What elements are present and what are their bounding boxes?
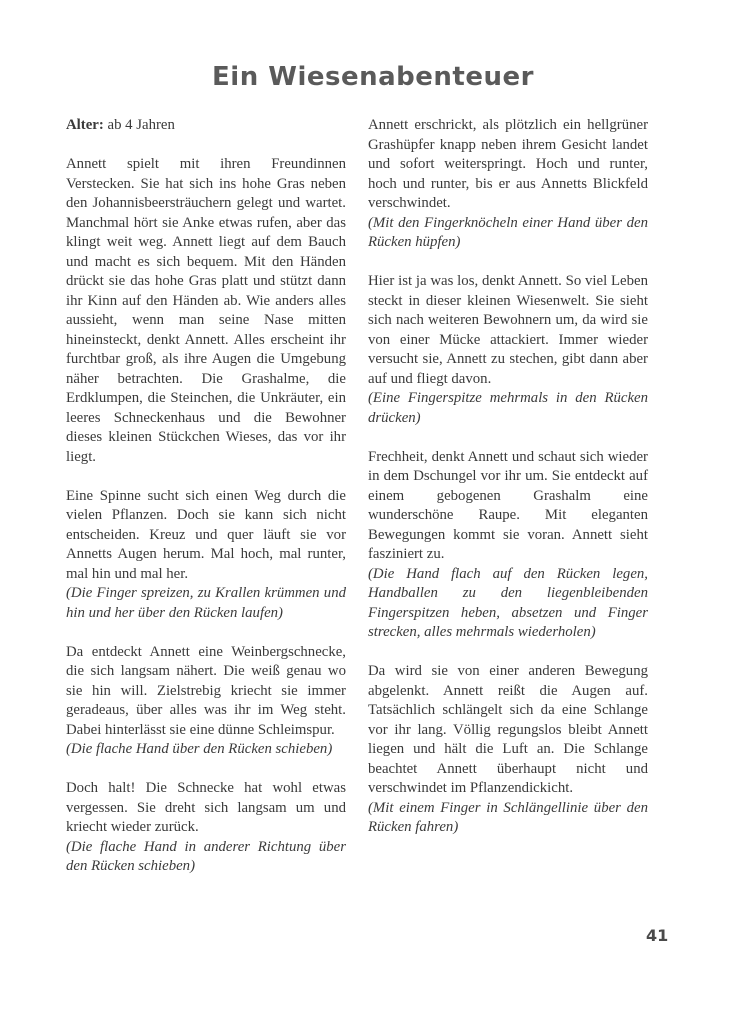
massage-instruction: (Mit den Fingerknöcheln einer Hand über den Rücken hüpfen): [368, 214, 648, 250]
age-line: [66, 116, 346, 136]
story-paragraph: Annett spielt mit ihren Freundinnen Verstecken. Sie hat sich ins hohe Gras neben den Johannisbeersträuchern gelegt und wartet. Manchmal hört sie Anke etwas rufen, aber das klingt weit weg. Annett liegt auf dem Bauch und macht es sich bequem. Mit den Händen drückt sie das hohe Gras platt und stützt dann ihr Kinn auf den Händen ab. Wie anders alles aussieht, wenn man seine Nase mitten hineinsteckt, denkt Annett. Alles erscheint ihr furchtbar groß, als ihre Augen die Umgebung näher betrachten. Die Grashalme, die Erdklumpen, die Steinchen, die Unkräuter, ein leeres Schneckenhaus und die Bewohner dieses kleinen Stückchen Wieses, das vor ihr liegt.: [66, 156, 346, 465]
story-paragraph: Frechheit, denkt Annett und schaut sich wieder in dem Dschungel vor ihr um. Sie entdeckt auf einem gebogenen Grashalm eine wunderschöne Raupe. Mit eleganten Bewegungen kommt sie voran. Annett sieht fasziniert zu.: [368, 448, 648, 562]
story-block-6: [368, 272, 648, 428]
massage-instruction: (Eine Fingerspitze mehrmals in den Rücken drücken): [368, 390, 648, 426]
story-block-3: [66, 643, 346, 760]
story-block-8: [368, 662, 648, 838]
story-block-5: [368, 116, 648, 253]
story-paragraph: Doch halt! Die Schnecke hat wohl etwas vergessen. Sie dreht sich langsam um und kriecht wieder zurück.: [66, 780, 346, 835]
massage-instruction: (Die flache Hand über den Rücken schieben): [66, 741, 333, 757]
massage-instruction: (Die Finger spreizen, zu Krallen krümmen und hin und her über den Rücken laufen): [66, 585, 346, 621]
story-paragraph: Hier ist ja was los, denkt Annett. So viel Leben steckt in dieser kleinen Wiesenwelt. Sie sieht sich nach weiteren Bewohnern um, da wird sie von einer Mücke attackiert. Immer wieder versucht sie, Annett zu stechen, gibt dann aber auf und fliegt davon.: [368, 273, 648, 387]
story-block-4: [66, 779, 346, 877]
massage-instruction: (Die Hand flach auf den Rücken legen, Handballen zu den liegenbleibenden Fingerspitzen heben, absetzen und Finger strecken, alles mehrmals wiederholen): [368, 565, 648, 640]
massage-instruction: (Die flache Hand in anderer Richtung über den Rücken schieben): [66, 838, 346, 874]
story-block-7: [368, 448, 648, 643]
story-block-2: [66, 487, 346, 624]
right-column: [368, 116, 648, 857]
story-paragraph: Da wird sie von einer anderen Bewegung abgelenkt. Annett reißt die Augen auf. Tatsächlich schlängelt sich da eine Schlange vor ihr lang. Völlig regungslos bleibt Annett liegen und hält die Luft an. Die Schlange beachtet Annett überhaupt nicht und verschwindet im Pflanzendickicht.: [368, 663, 648, 796]
story-block-1: [66, 155, 346, 467]
story-paragraph: Eine Spinne sucht sich einen Weg durch die vielen Pflanzen. Doch sie kann sich nicht entscheiden. Kreuz und quer läuft sie vor Annetts Augen herum. Mal hoch, mal runter, mal hin und mal her.: [66, 487, 346, 582]
page-number: 41: [646, 926, 669, 945]
story-paragraph: Da entdeckt Annett eine Weinbergschnecke, die sich langsam nähert. Die weiß genau wo sie hin will. Zielstrebig kriecht sie immer geradeaus, über alles was ihr im Weg steht. Dabei hinterlässt sie eine dünne Schleimspur.: [66, 643, 346, 738]
age-label: Alter:: [66, 117, 104, 133]
page-title: Ein Wiesenabenteuer: [212, 62, 534, 92]
story-paragraph: Annett erschrickt, als plötzlich ein hellgrüner Grashüpfer knapp neben ihrem Gesicht landet und sofort weiterspringt. Hoch und runter, hoch und runter, bis er aus Annetts Blickfeld verschwindet.: [368, 117, 648, 211]
left-column: [66, 116, 346, 896]
age-value: ab 4 Jahren: [107, 117, 175, 133]
massage-instruction: (Mit einem Finger in Schlängellinie über den Rücken fahren): [368, 799, 648, 835]
